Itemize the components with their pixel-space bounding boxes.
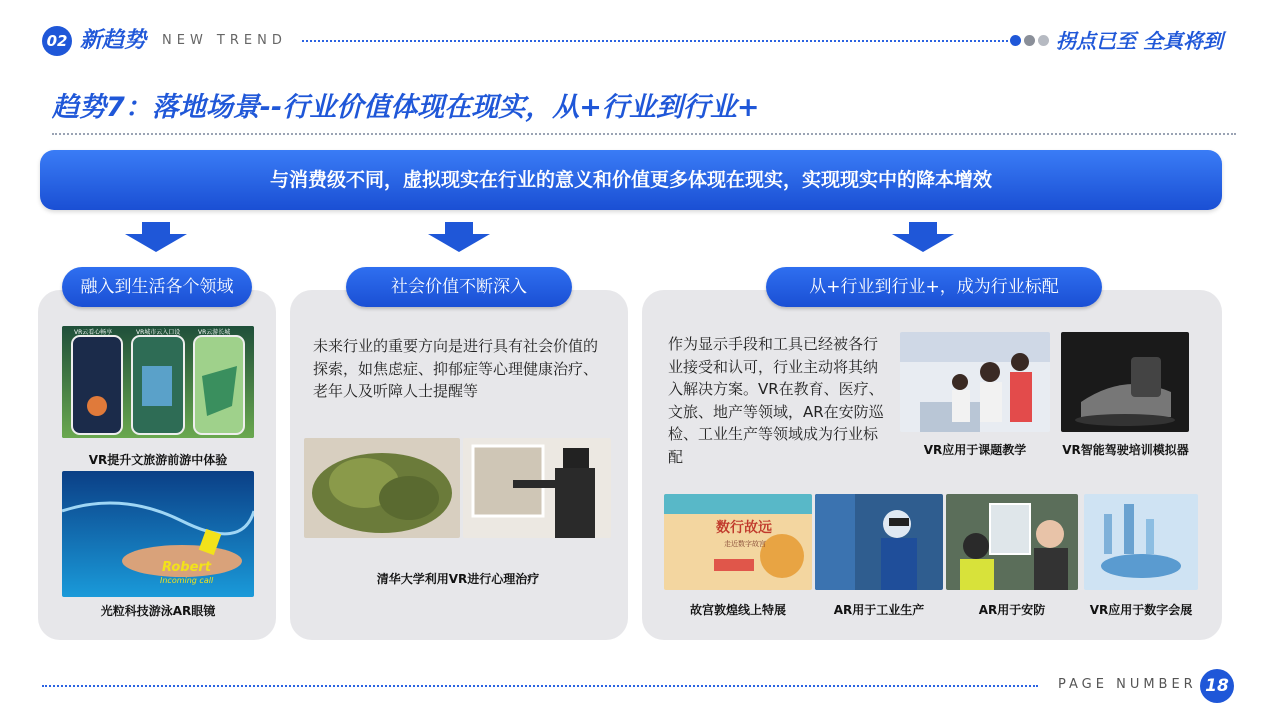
caption-tourism: VR提升文旅游前游中体验	[88, 453, 228, 467]
vr-classroom-image	[900, 332, 1050, 432]
header-dotted-rule	[302, 40, 1008, 42]
pill-life: 融入到生活各个领域	[62, 267, 252, 307]
caption-palace-museum: 故宫敦煌线上特展	[689, 603, 786, 617]
title-dotted-rule	[52, 133, 1236, 135]
down-arrow-icon	[892, 222, 954, 252]
caption-security-ar: AR用于安防	[978, 603, 1046, 617]
header-slogan: 拐点已至 全真将到	[1056, 29, 1223, 53]
header-dot	[1038, 35, 1049, 46]
caption-vr-therapy: 清华大学利用VR进行心理治疗	[376, 572, 540, 586]
caption-swim-ar: 光粒科技游泳AR眼镜	[100, 604, 216, 618]
digital-expo-image	[1084, 494, 1198, 590]
caption-driving-sim: VR智能驾驶培训模拟器	[1062, 443, 1189, 457]
poster-subtitle: 走近数字故宫	[724, 540, 766, 548]
ar-caller-name: Robert	[162, 560, 212, 575]
poster-title: 数行故远	[716, 520, 772, 536]
driving-simulator-image	[1061, 332, 1189, 432]
down-arrow-icon	[428, 222, 490, 252]
plant-image	[304, 438, 460, 538]
header-dot	[1010, 35, 1021, 46]
vr-therapy-image	[463, 438, 611, 538]
caption-industrial-ar: AR用于工业生产	[833, 603, 925, 617]
caption-vr-classroom: VR应用于课题教学	[923, 443, 1027, 457]
summary-banner: 与消费级不同，虚拟现实在行业的意义和价值更多体现在现实，实现现实中的降本增效	[40, 150, 1222, 210]
down-arrow-icon	[125, 222, 187, 252]
pill-social: 社会价值不断深入	[346, 267, 572, 307]
social-value-text: 未来行业的重要方向是进行具有社会价值的探索，如焦虑症、抑郁症等心理健康治疗、老年人及听障人士提醒等	[313, 337, 599, 400]
section-title: 新趋势	[80, 28, 147, 53]
phone-label: VR城市云入口设	[136, 329, 181, 336]
footer-dotted-rule	[42, 685, 1038, 687]
industry-text: 作为显示手段和工具已经被各行业接受和认可，行业主动将其纳入解决方案。VR在教育、医疗、文旅、地产等领域，AR在安防巡检、工业生产等领域成为行业标配	[668, 335, 884, 466]
ar-call-label: Incoming call	[160, 576, 214, 585]
tourism-app-image	[62, 326, 254, 438]
pill-industry: 从+行业到行业+，成为行业标配	[766, 267, 1102, 307]
security-ar-image	[946, 494, 1078, 590]
section-subtitle: NEW TREND	[162, 33, 287, 48]
page-number-badge: 18	[1200, 669, 1234, 703]
page-number-label: PAGE NUMBER	[1058, 677, 1197, 692]
header-dot	[1024, 35, 1035, 46]
industrial-ar-image	[815, 494, 943, 590]
phone-label: VR云游长城	[198, 329, 231, 336]
page-title: 趋势7：落地场景--行业价值体现在现实，从+行业到行业+	[52, 92, 760, 123]
phone-label: VR云看心畅享	[74, 329, 113, 336]
palace-museum-image	[664, 494, 812, 590]
swimming-ar-image	[62, 471, 254, 597]
section-number-badge: 02	[42, 26, 72, 56]
caption-digital-expo: VR应用于数字会展	[1089, 603, 1193, 617]
